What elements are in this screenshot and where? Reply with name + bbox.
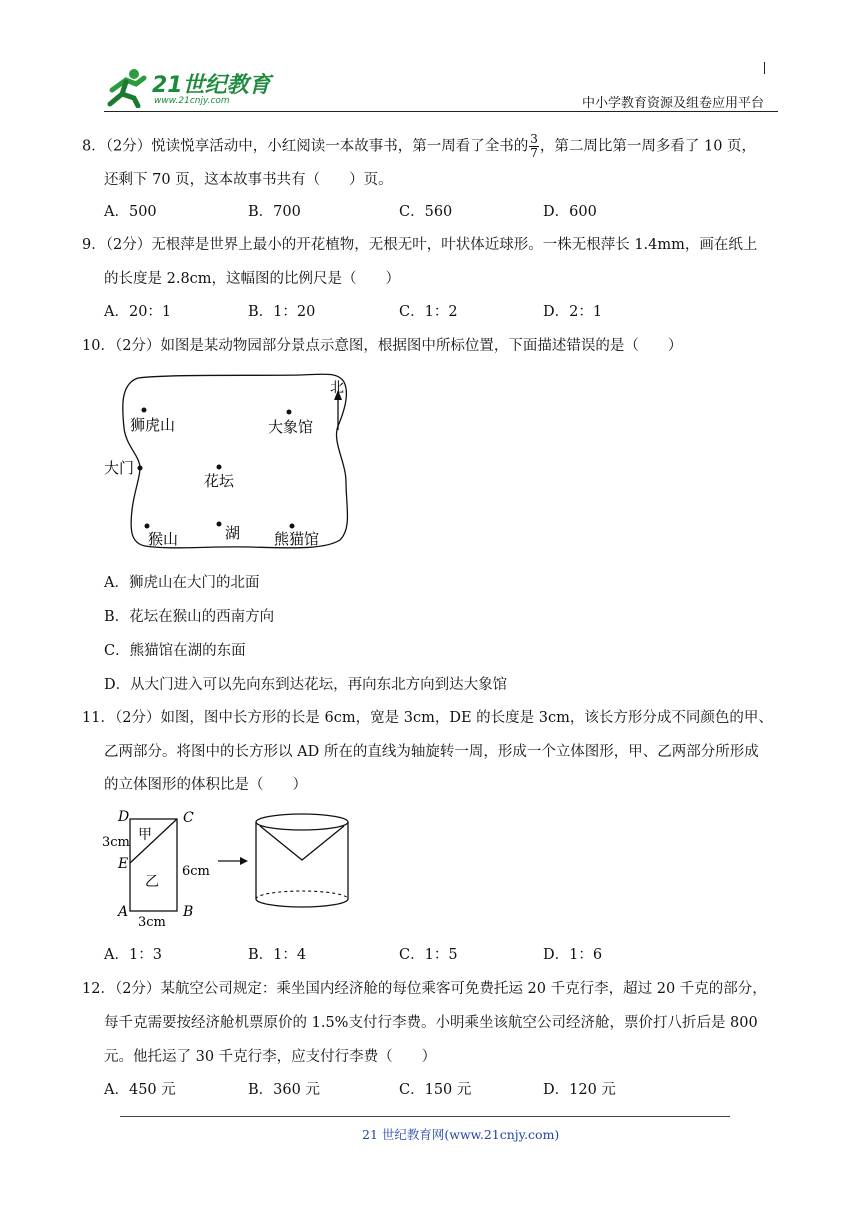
label-ab-length: 3cm [138, 915, 166, 930]
question-12-option-b[interactable]: B．360 元 [248, 1082, 320, 1098]
question-12-option-c[interactable]: C．150 元 [399, 1082, 472, 1098]
cylinder-bottom-front [256, 899, 348, 907]
rectangle-rotation-figure [100, 808, 350, 933]
question-11-line-2: 乙两部分。将图中的长方形以 AD 所在的直线为轴旋转一周，形成一个立体图形，甲、乙两部分所形成 [104, 744, 759, 760]
zoo-map [100, 370, 360, 555]
question-11-line-3: 的立体图形的体积比是（ ） [104, 777, 307, 793]
runner-icon [104, 68, 150, 108]
label-c: C [183, 810, 194, 826]
logo-url: www.21cnjy.com [154, 96, 230, 106]
inner-cone [260, 826, 344, 860]
question-9-option-b[interactable]: B．1：20 [248, 304, 316, 320]
label-a: A [118, 904, 129, 920]
zoo-boundary [123, 374, 348, 548]
point-gate [138, 466, 143, 471]
question-12-line-3: 元。他托运了 30 千克行李，应支付行李费（ ） [104, 1049, 437, 1065]
question-12-option-a[interactable]: A．450 元 [104, 1082, 176, 1098]
label-lion: 狮虎山 [130, 416, 176, 434]
question-11-line-1: 11．（2分）如图，图中长方形的长是 6cm，宽是 3cm，DE 的长度是 3cm，该长方形分成不同颜色的甲、 [82, 710, 773, 726]
question-9-option-a[interactable]: A．20：1 [104, 304, 172, 320]
question-11-option-a[interactable]: A．1：3 [104, 947, 162, 963]
question-8-option-d[interactable]: D．600 [543, 204, 597, 220]
label-d: D [118, 809, 130, 825]
label-flower: 花坛 [204, 472, 235, 490]
label-b: B [183, 904, 194, 920]
question-10-option-c[interactable]: C．熊猫馆在湖的东面 [104, 643, 246, 659]
header-mark [764, 62, 765, 74]
label-elephant: 大象馆 [268, 418, 314, 436]
question-12-line-1: 12．（2分）某航空公司规定：乘坐国内经济舱的每位乘客可免费托运 20 千克行李，超过 20 千克的部分， [82, 981, 767, 997]
point-flower [217, 465, 222, 470]
question-10-line-1: 10．（2分）如图是某动物园部分景点示意图，根据图中所标位置，下面描述错误的是（ ） [82, 338, 683, 354]
question-11-option-c[interactable]: C．1：5 [399, 947, 458, 963]
question-10-option-b[interactable]: B．花坛在猴山的西南方向 [104, 609, 275, 625]
question-10-option-d[interactable]: D．从大门进入可以先向东到达花坛，再向东北方向到达大象馆 [104, 677, 508, 693]
cylinder-top [256, 814, 348, 830]
header-divider [104, 111, 778, 112]
point-lake [217, 522, 222, 527]
question-10-option-a[interactable]: A．狮虎山在大门的北面 [104, 575, 260, 591]
label-monkey: 猴山 [148, 530, 179, 548]
question-8-option-b[interactable]: B．700 [248, 204, 301, 220]
fraction-3-7: $\frac{3}{7}$ [530, 132, 538, 160]
logo-text: 21世纪教育 [152, 73, 271, 98]
point-monkey [145, 524, 150, 529]
question-8-line-2: 还剩下 70 页，这本故事书共有（ ）页。 [104, 172, 393, 188]
logo [104, 66, 274, 110]
question-8-line-1: 8．（2分）悦读悦享活动中，小红阅读一本故事书，第一周看了全书的 $\frac{3}{7}$ ，第二周比第一周多看了 10 页， [82, 132, 757, 160]
cylinder-bottom-back [256, 891, 348, 899]
label-bc-length: 6cm [182, 864, 210, 879]
label-yi: 乙 [145, 874, 159, 890]
rotation-arrowhead [240, 857, 248, 865]
label-gate: 大门 [104, 459, 135, 477]
question-12-option-d[interactable]: D．120 元 [543, 1082, 616, 1098]
footer-divider [120, 1116, 730, 1117]
point-panda [290, 524, 295, 529]
question-9-option-c[interactable]: C．1：2 [399, 304, 458, 320]
question-9-line-1: 9．（2分）无根萍是世界上最小的开花植物，无根无叶，叶状体近球形。一株无根萍长 1.4mm，画在纸上 [82, 237, 758, 253]
point-elephant [287, 410, 292, 415]
question-9-line-2: 的长度是 2.8cm，这幅图的比例尺是（ ） [104, 271, 401, 287]
question-8-option-a[interactable]: A．500 [104, 204, 157, 220]
point-lion [142, 408, 147, 413]
question-8-option-c[interactable]: C．560 [399, 204, 453, 220]
platform-name: 中小学教育资源及组卷应用平台 [582, 96, 765, 111]
question-11-option-b[interactable]: B．1：4 [248, 947, 307, 963]
footer-site[interactable]: 21 世纪教育网(www.21cnjy.com) [362, 1127, 560, 1142]
label-north: 北 [330, 380, 344, 396]
label-e: E [118, 856, 129, 872]
question-12-line-2: 每千克需要按经济舱机票原价的 1.5%支付行李费。小明乘坐该航空公司经济舱，票价打八折后是 800 [104, 1015, 758, 1031]
label-lake: 湖 [225, 524, 241, 542]
question-9-option-d[interactable]: D．2：1 [543, 304, 603, 320]
label-de-length: 3cm [102, 835, 130, 850]
question-11-option-d[interactable]: D．1：6 [543, 947, 603, 963]
label-panda: 熊猫馆 [274, 530, 320, 548]
label-jia: 甲 [138, 827, 152, 843]
